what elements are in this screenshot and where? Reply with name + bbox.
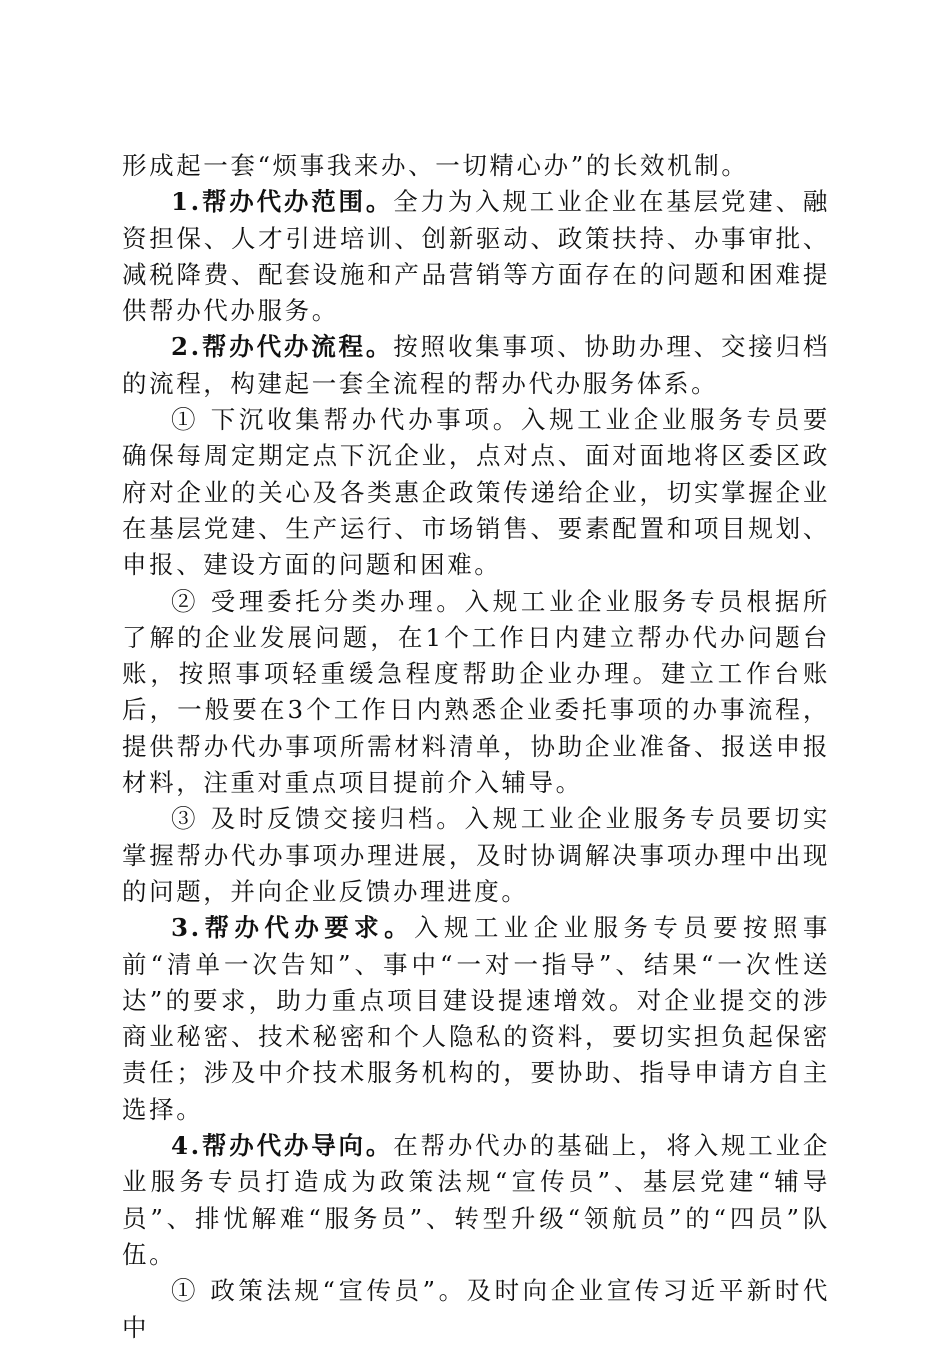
section-paragraph (122, 1128, 830, 1273)
paragraph-text: ① 政策法规“宣传员”。及时向企业宣传习近平新时代中 (122, 1276, 830, 1342)
section-paragraph (122, 329, 830, 402)
paragraph-text: ① 下沉收集帮办代办事项。入规工业企业服务专员要确保每周定期定点下沉企业，点对点、面对面地将区委区政府对企业的关心及各类惠企政策传递给企业，切实掌握企业在基层党建、生产运行、市场销售、要素配置和项目规划、申报、建设方面的问题和困难。 (122, 405, 830, 580)
section-paragraph (122, 910, 830, 1128)
list-item-paragraph (122, 584, 830, 802)
list-item-paragraph (122, 801, 830, 910)
document-body (122, 148, 830, 1346)
paragraph (122, 148, 830, 184)
list-item-paragraph (122, 402, 830, 583)
paragraph-text: 入规工业企业服务专员要按照事前“清单一次告知”、事中“一对一指导”、结果“一次性送达”的要求，助力重点项目建设提速增效。对企业提交的涉商业秘密、技术秘密和个人隐私的资料，要切实担负起保密责任；涉及中介技术服务机构的，要协助、指导申请方自主选择。 (122, 913, 830, 1124)
section-heading: 2.帮办代办流程。 (171, 332, 394, 362)
paragraph-text: 全力为入规工业企业在基层党建、融资担保、人才引进培训、创新驱动、政策扶持、办事审批、减税降费、配套设施和产品营销等方面存在的问题和困难提供帮办代办服务。 (122, 187, 830, 326)
paragraph-text: 在帮办代办的基础上，将入规工业企业服务专员打造成为政策法规“宣传员”、基层党建“辅导员”、排忧解难“服务员”、转型升级“领航员”的“四员”队伍。 (122, 1131, 830, 1269)
section-heading: 3.帮办代办要求。 (171, 913, 414, 943)
section-heading: 1.帮办代办范围。 (171, 187, 394, 217)
paragraph-text: ③ 及时反馈交接归档。入规工业企业服务专员要切实掌握帮办代办事项办理进展，及时协调解决事项办理中出现的问题，并向企业反馈办理进度。 (122, 804, 830, 906)
section-heading: 4.帮办代办导向。 (171, 1131, 394, 1161)
paragraph-text: 形成起一套“烦事我来办、一切精心办”的长效机制。 (122, 151, 749, 180)
section-paragraph (122, 184, 830, 329)
paragraph-text: 按照收集事项、协助办理、交接归档的流程，构建起一套全流程的帮办代办服务体系。 (122, 332, 830, 398)
list-item-paragraph (122, 1273, 830, 1346)
paragraph-text: ② 受理委托分类办理。入规工业企业服务专员根据所了解的企业发展问题，在1个工作日内建立帮办代办问题台账，按照事项轻重缓急程度帮助企业办理。建立工作台账后，一般要在3个工作日内熟悉企业委托事项的办事流程，提供帮办代办事项所需材料清单，协助企业准备、报送申报材料，注重对重点项目提前介入辅导。 (122, 586, 830, 798)
